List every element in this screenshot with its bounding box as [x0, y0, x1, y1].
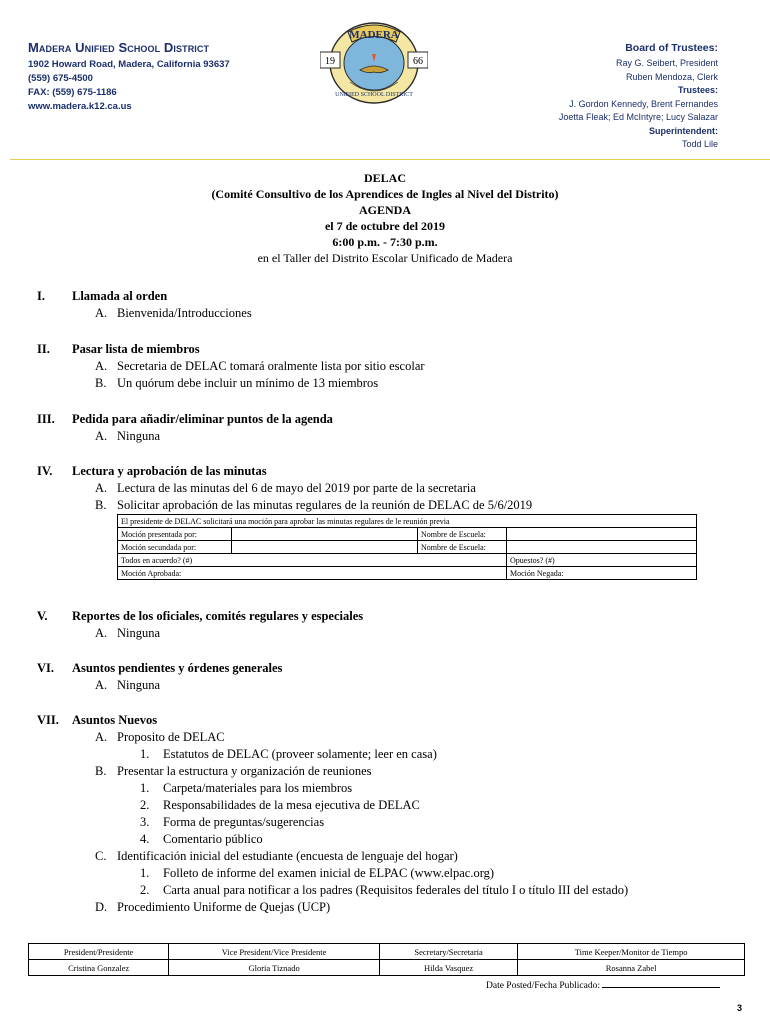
trustees-label: Trustees:: [677, 85, 718, 95]
agenda-item: A. Ninguna: [95, 626, 161, 640]
officer-role: Vice President/Vice Presidente: [169, 944, 380, 960]
district-address: 1902 Howard Road, Madera, California 93637: [28, 59, 230, 70]
agenda-item: A. Ninguna: [95, 678, 161, 692]
section-number: III.: [37, 412, 55, 426]
agenda-item: B. Solicitar aprobación de las minutas regulares de la reunión de DELAC de 5/6/2019: [95, 498, 533, 512]
section-title: Pasar lista de miembros: [72, 342, 200, 356]
section-title: Asuntos Nuevos: [72, 713, 158, 727]
agenda-item: D. Procedimiento Uniforme de Quejas (UCP): [95, 900, 331, 914]
district-header: [28, 40, 230, 114]
agenda-section-6: [37, 660, 757, 694]
date-posted: [486, 980, 720, 991]
agenda-item: C. Identificación inicial del estudiante (encuesta de lenguaje del hogar): [95, 849, 458, 863]
agenda-item: B. Un quórum debe incluir un mínimo de 13 miembros: [95, 376, 379, 390]
agenda-section-5: [37, 608, 757, 642]
votes-in-favor-field[interactable]: Todos en acuerdo? (#): [118, 554, 507, 567]
agenda-subitem: 2. Responsabilidades de la mesa ejecutiva de DELAC: [140, 798, 420, 812]
agenda-item: A. Ninguna: [95, 429, 161, 443]
trustees-line-1: J. Gordon Kennedy, Brent Fernandes: [569, 98, 718, 109]
motion-approved-field[interactable]: Moción Aprobada:: [118, 567, 507, 580]
date-posted-field[interactable]: [602, 980, 720, 988]
agenda-section-7: [37, 712, 757, 916]
officer-name: Cristina Gonzalez: [29, 960, 169, 976]
page-number: 3: [736, 1003, 742, 1013]
agenda-item: A. Secretaria de DELAC tomará oralmente lista por sitio escolar: [95, 359, 425, 373]
agenda-subitem: 2. Carta anual para notificar a los padres (Requisitos federales del título I o título III del estado): [140, 883, 629, 897]
votes-opposed-field[interactable]: Opuestos? (#): [507, 554, 697, 567]
school-name-label-1: Nombre de Escuela:: [418, 528, 507, 541]
district-fax: FAX: (559) 675-1186: [28, 87, 117, 98]
section-title: Llamada al orden: [72, 289, 168, 303]
agenda-subitem: 4. Comentario público: [140, 832, 263, 846]
date-posted-label: Date Posted/Fecha Publicado:: [486, 981, 600, 991]
agenda-heading: AGENDA: [358, 203, 411, 217]
officer-role: Secretary/Secretaria: [379, 944, 517, 960]
agenda-item: A. Proposito de DELAC: [95, 730, 225, 744]
officer-role: President/Presidente: [29, 944, 169, 960]
meeting-date: el 7 de octubre del 2019: [324, 219, 446, 233]
agenda-item: A. Bienvenida/Introducciones: [95, 306, 252, 320]
board-clerk: Ruben Mendoza, Clerk: [625, 71, 718, 82]
section-number: VI.: [37, 661, 55, 675]
agenda-subitem: 1. Estatutos de DELAC (proveer solamente; leer en casa): [140, 747, 437, 761]
motion-seconded-label: Moción secundada por:: [118, 541, 232, 554]
section-number: V.: [37, 609, 48, 623]
svg-text:MADERA: MADERA: [349, 29, 399, 41]
section-number: IV.: [37, 464, 53, 478]
officer-name: Rosanna Zabel: [518, 960, 745, 976]
board-title: Board of Trustees:: [625, 42, 718, 54]
committee-name: DELAC: [363, 171, 406, 185]
committee-full-name: (Comité Consultivo de los Aprendices de Ingles al Nivel del Distrito): [211, 187, 559, 201]
agenda-subitem: 1. Folleto de informe del examen inicial de ELPAC (www.elpac.org): [140, 866, 495, 880]
school-name-field-1[interactable]: [507, 528, 697, 541]
motion-presented-field[interactable]: [232, 528, 418, 541]
section-number: I.: [37, 289, 45, 303]
section-title: Lectura y aprobación de las minutas: [72, 464, 267, 478]
motion-table: [117, 514, 697, 580]
motion-seconded-field[interactable]: [232, 541, 418, 554]
agenda-title-block: [0, 170, 770, 266]
motion-table-header: El presidente de DELAC solicitará una moción para aprobar las minutas regulares de le reunión previa: [118, 515, 697, 528]
agenda-section-4: [37, 463, 757, 514]
section-title: Pedida para añadir/eliminar puntos de la agenda: [72, 412, 333, 426]
agenda-item: B. Presentar la estructura y organización de reuniones: [95, 764, 372, 778]
officer-role: Time Keeper/Monitor de Tiempo: [518, 944, 745, 960]
school-name-label-2: Nombre de Escuela:: [418, 541, 507, 554]
trustees-line-2: Joetta Fleak; Ed McIntyre; Lucy Salazar: [558, 112, 718, 122]
officers-table: [28, 943, 745, 976]
superintendent-label: Superintendent:: [649, 125, 718, 136]
meeting-time: 6:00 p.m. - 7:30 p.m.: [332, 235, 438, 249]
svg-text:19: 19: [325, 56, 335, 67]
school-name-field-2[interactable]: [507, 541, 697, 554]
section-number: II.: [37, 342, 50, 356]
agenda-section-1: [37, 288, 757, 322]
section-title: Reportes de los oficiales, comités regulares y especiales: [72, 609, 364, 623]
motion-presented-label: Moción presentada por:: [118, 528, 232, 541]
district-phone: (559) 675-4500: [28, 73, 93, 84]
svg-text:66: 66: [413, 56, 423, 67]
agenda-subitem: 3. Forma de preguntas/sugerencias: [140, 815, 325, 829]
superintendent-name: Todd Lile: [681, 139, 718, 149]
motion-denied-field[interactable]: Moción Negada:: [507, 567, 697, 580]
agenda-item: A. Lectura de las minutas del 6 de mayo del 2019 por parte de la secretaria: [95, 481, 476, 495]
agenda-subitem: 1. Carpeta/materiales para los miembros: [140, 781, 353, 795]
agenda-section-3: [37, 411, 757, 445]
board-of-trustees: [559, 40, 718, 152]
district-seal-logo: [320, 16, 428, 108]
board-president: Ray G. Seibert, President: [615, 58, 718, 68]
district-website: www.madera.k12.ca.us: [28, 101, 132, 112]
officer-name: Hilda Vasquez: [379, 960, 517, 976]
section-number: VII.: [37, 713, 59, 727]
section-title: Asuntos pendientes y órdenes generales: [72, 661, 283, 675]
header-divider: [10, 159, 770, 160]
officer-name: Gloria Tiznado: [169, 960, 380, 976]
agenda-section-2: [37, 341, 757, 392]
district-name: Madera Unified School District: [28, 40, 210, 55]
svg-text:UNIFIED SCHOOL DISTRICT: UNIFIED SCHOOL DISTRICT: [335, 92, 413, 98]
meeting-location: en el Taller del Distrito Escolar Unificado de Madera: [257, 251, 513, 265]
